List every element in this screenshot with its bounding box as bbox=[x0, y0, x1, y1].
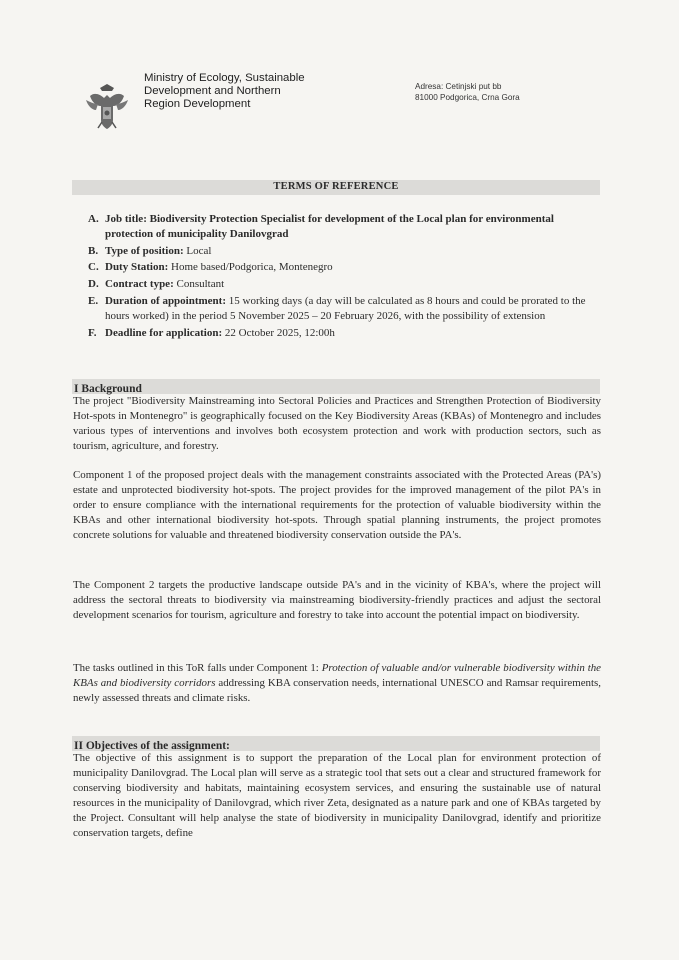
list-item bbox=[88, 277, 600, 292]
objectives-paragraph: The objective of this assignment is to support the preparation of the Local plan for environment protection of municipality Danilovgrad. The Local plan will serve as a strategic tool that sets out a clear and structured framework for conserving biodiversity and habitats, maintaining ecosystem services, and ensuring the sustainable use of natural resources in the municipality of Danilovgrad, which river Zeta, designated as a nature park and one of KBAs targeted by the Project. Consultant will help analyse the state of biodiversity in municipality Danilovgrad, identify and prioritize conservation targets, define bbox=[73, 752, 601, 839]
item-value: Local bbox=[186, 244, 212, 257]
item-value: Biodiversity Protection Specialist for development of the Local plan for environmental protection of municipality Danilovgrad bbox=[105, 213, 554, 241]
list-letter: B. bbox=[88, 244, 99, 257]
ministry-line: Development and Northern bbox=[144, 85, 281, 97]
address-line: Adresa: Cetinjski put bb bbox=[415, 82, 502, 91]
position-details-list bbox=[88, 212, 600, 342]
list-item bbox=[88, 244, 600, 259]
item-label: Type of position: bbox=[105, 244, 184, 257]
section-heading: I Background bbox=[74, 383, 142, 395]
list-item bbox=[88, 294, 600, 325]
background-paragraph: Component 1 of the proposed project deals with the management constraints associated with the Protected Areas (PA's) estate and unprotected biodiversity hot-spots. The project provides for the improved management of the pilot PA's in order to ensure compliance with the international requirements for the protection of valuable biodiversity within the KBAs and other international biodiversity hot-spots. Through spatial planning instruments, the project promotes concrete solutions for valuable and threatened biodiversity conservation outside the PA's. bbox=[73, 469, 601, 541]
section-heading-band bbox=[72, 736, 600, 751]
item-label: Deadline for application: bbox=[105, 326, 223, 339]
ministry-line: Region Development bbox=[144, 98, 251, 110]
item-label: Duration of appointment: bbox=[105, 294, 227, 307]
background-paragraph: The Component 2 targets the productive landscape outside PA's and in the vicinity of KBA's, where the project will address the sectoral threats to biodiversity via mainstreaming biodiversity-friendly practices and adjust the sectoral development scenarios for tourism, agriculture and forestry to take into account the potential impact on biodiversity. bbox=[73, 579, 601, 621]
list-letter: D. bbox=[88, 278, 99, 291]
list-item bbox=[88, 326, 600, 341]
item-value: 22 October 2025, 12:00h bbox=[224, 326, 335, 339]
item-value: Home based/Podgorica, Montenegro bbox=[171, 261, 333, 274]
address-line: 81000 Podgorica, Crna Gora bbox=[415, 93, 520, 102]
paragraph-emphasis: Protection of valuable and/or vulnerable biodiversity within the KBAs and biodiversity corridors bbox=[73, 662, 601, 689]
paragraph-text: The tasks outlined in this ToR falls under Component 1: bbox=[73, 662, 322, 674]
section-heading: II Objectives of the assignment: bbox=[74, 740, 230, 752]
item-value: Consultant bbox=[176, 278, 225, 291]
list-item bbox=[88, 212, 600, 243]
paragraph-text: addressing KBA conservation needs, international UNESCO and Ramsar requirements, newly assessed threats and climate risks. bbox=[73, 676, 601, 704]
ministry-name bbox=[144, 72, 344, 111]
list-item bbox=[88, 260, 600, 275]
coat-of-arms-icon bbox=[82, 82, 132, 132]
section-heading-band bbox=[72, 379, 600, 394]
document-title: TERMS OF REFERENCE bbox=[273, 181, 399, 192]
list-letter: F. bbox=[88, 326, 97, 339]
item-label: Contract type: bbox=[105, 278, 174, 291]
background-paragraph bbox=[73, 661, 601, 706]
list-letter: E. bbox=[88, 294, 99, 307]
item-label: Job title: bbox=[105, 213, 147, 225]
background-paragraph: The project "Biodiversity Mainstreaming into Sectoral Policies and Practices and Strengthen Protection of Biodiversity Hot-spots in Montenegro" is geographically focused on the Key Biodiversity Areas (KBAs) of Montenegro and includes various types of interventions and involves both ecosystem protection and work with production sectors, such as tourism, agriculture, and forestry. bbox=[73, 395, 601, 452]
list-letter: A. bbox=[88, 213, 99, 225]
item-value: 15 working days (a day will be calculated as 8 hours and could be prorated to the hours worked) in the period 5 November 2025 – 20 February 2026, with the possibility of extension bbox=[105, 294, 586, 322]
list-letter: C. bbox=[88, 261, 99, 274]
item-label: Duty Station: bbox=[105, 261, 169, 274]
ministry-line: Ministry of Ecology, Sustainable bbox=[144, 72, 305, 84]
address-block bbox=[415, 81, 565, 103]
